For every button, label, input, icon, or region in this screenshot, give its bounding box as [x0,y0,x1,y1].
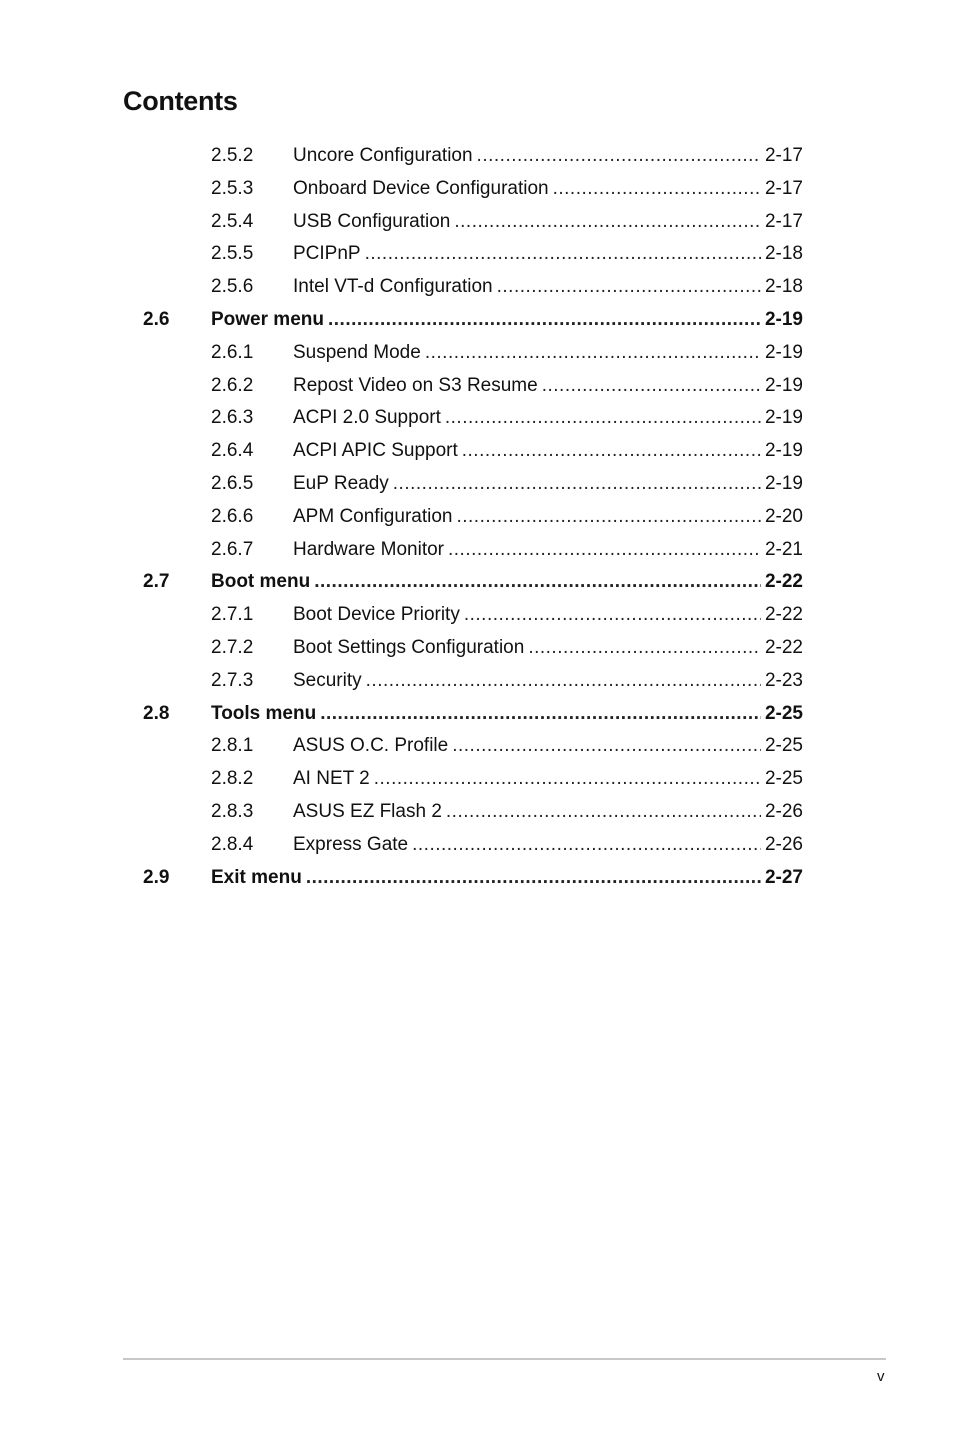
page-title: Contents [123,86,238,116]
toc-dot-leader [314,566,761,599]
toc-entry-title: Security [293,665,366,698]
toc-dot-leader [306,862,761,895]
toc-entry-body [293,829,803,862]
toc-entry-title: Boot menu [211,566,314,599]
toc-subsection-entry[interactable] [0,534,954,567]
toc-entry-page: 2-25 [761,763,803,796]
toc-entry-number: 2.6.4 [211,440,254,462]
toc-subsection-entry[interactable] [0,632,954,665]
toc-entry-page: 2-19 [761,468,803,501]
toc-entry-page: 2-19 [761,402,803,435]
toc-entry-page: 2-19 [761,370,803,403]
toc-entry-number: 2.5.4 [211,210,254,232]
toc-entry-number: 2.6.1 [211,341,254,363]
toc-entry-body [293,763,803,796]
toc-entry-page: 2-27 [761,862,803,895]
toc-entry-number: 2.5.2 [211,145,254,166]
toc-dot-leader [528,632,761,665]
toc-entry-number: 2.8.4 [211,833,254,855]
toc-entry-number: 2.6.2 [211,374,254,396]
toc-entry-number: 2.8 [143,702,170,724]
toc-dot-leader [412,829,761,862]
toc-dot-leader [445,402,761,435]
page-number: v [877,1368,885,1385]
toc-entry-title: ASUS O.C. Profile [293,730,452,763]
toc-subsection-entry[interactable] [0,173,954,206]
toc-subsection-entry[interactable] [0,829,954,862]
toc-section-entry[interactable] [0,862,954,895]
toc-entry-page: 2-22 [761,632,803,665]
toc-entry-title: APM Configuration [293,501,456,534]
toc-entry-title: Power menu [211,304,328,337]
toc-dot-leader [425,337,761,370]
toc-entry-page: 2-19 [761,337,803,370]
toc-subsection-entry[interactable] [0,763,954,796]
toc-entry-body [293,665,803,698]
toc-entry-body [293,599,803,632]
toc-entry-number: 2.7.1 [211,604,254,626]
toc-entry-title: Onboard Device Configuration [293,173,553,206]
toc-entry-page: 2-17 [761,140,803,173]
toc-dot-leader [365,238,761,271]
toc-entry-page: 2-22 [761,599,803,632]
toc-dot-leader [452,730,761,763]
toc-entry-number: 2.6 [143,308,170,330]
toc-subsection-entry[interactable] [0,665,954,698]
toc-entry-body [293,206,803,239]
table-of-contents [0,140,954,894]
toc-dot-leader [497,271,761,304]
toc-subsection-entry[interactable] [0,238,954,271]
toc-subsection-entry[interactable] [0,501,954,534]
toc-dot-leader [374,763,761,796]
toc-entry-page: 2-19 [761,304,803,337]
toc-subsection-entry[interactable] [0,599,954,632]
toc-entry-page: 2-17 [761,206,803,239]
toc-entry-body [293,271,803,304]
toc-entry-body [293,730,803,763]
toc-entry-body [293,435,803,468]
toc-entry-page: 2-26 [761,829,803,862]
toc-subsection-entry[interactable] [0,271,954,304]
toc-entry-page: 2-21 [761,534,803,567]
toc-entry-body [293,632,803,665]
toc-entry-body [293,173,803,206]
toc-dot-leader [542,370,761,403]
toc-entry-title: Repost Video on S3 Resume [293,370,542,403]
toc-dot-leader [464,599,761,632]
toc-entry-number: 2.6.3 [211,407,254,429]
toc-entry-page: 2-25 [761,698,803,731]
toc-entry-body [293,468,803,501]
toc-entry-page: 2-17 [761,173,803,206]
toc-entry-title: ACPI 2.0 Support [293,402,445,435]
toc-entry-page: 2-23 [761,665,803,698]
toc-section-entry[interactable] [0,698,954,731]
toc-entry-title: Boot Device Priority [293,599,464,632]
toc-dot-leader [477,140,761,173]
toc-entry-page: 2-18 [761,238,803,271]
footer-divider [123,1358,886,1360]
toc-entry-title: Exit menu [211,862,306,895]
toc-dot-leader [553,173,761,206]
toc-subsection-entry[interactable] [0,370,954,403]
toc-entry-body [293,140,803,173]
toc-dot-leader [366,665,761,698]
toc-entry-title: Suspend Mode [293,337,425,370]
toc-dot-leader [393,468,761,501]
toc-dot-leader [454,206,761,239]
toc-entry-number: 2.7.3 [211,669,254,691]
toc-entry-body [293,501,803,534]
toc-entry-title: Hardware Monitor [293,534,448,567]
toc-subsection-entry[interactable] [0,140,954,173]
toc-entry-number: 2.5.3 [211,177,254,199]
toc-entry-title: AI NET 2 [293,763,374,796]
toc-subsection-entry[interactable] [0,435,954,468]
toc-entry-body [293,402,803,435]
toc-entry-title: Uncore Configuration [293,140,477,173]
toc-entry-number: 2.6.7 [211,538,254,560]
toc-dot-leader [446,796,761,829]
toc-entry-number: 2.7.2 [211,636,254,658]
toc-entry-title: Tools menu [211,698,320,731]
toc-entry-title: Intel VT-d Configuration [293,271,497,304]
toc-entry-body [293,370,803,403]
toc-subsection-entry[interactable] [0,337,954,370]
toc-entry-number: 2.7 [143,571,170,593]
toc-entry-number: 2.6.6 [211,505,254,527]
toc-entry-title: Express Gate [293,829,412,862]
toc-section-entry[interactable] [0,566,954,599]
toc-subsection-entry[interactable] [0,730,954,763]
toc-dot-leader [456,501,761,534]
toc-entry-body [211,698,803,731]
toc-entry-body [211,862,803,895]
toc-entry-page: 2-26 [761,796,803,829]
toc-subsection-entry[interactable] [0,206,954,239]
toc-entry-title: Boot Settings Configuration [293,632,528,665]
toc-dot-leader [462,435,761,468]
toc-section-entry[interactable] [0,304,954,337]
toc-entry-title: PCIPnP [293,238,365,271]
toc-entry-number: 2.9 [143,866,170,888]
toc-entry-body [293,796,803,829]
toc-entry-page: 2-19 [761,435,803,468]
toc-dot-leader [328,304,761,337]
toc-entry-number: 2.6.5 [211,472,254,494]
toc-entry-title: ACPI APIC Support [293,435,462,468]
toc-entry-body [293,534,803,567]
toc-entry-body [293,238,803,271]
toc-entry-body [211,566,803,599]
toc-entry-title: USB Configuration [293,206,454,239]
toc-entry-page: 2-25 [761,730,803,763]
toc-entry-page: 2-18 [761,271,803,304]
toc-entry-number: 2.5.5 [211,243,254,265]
toc-entry-number: 2.8.2 [211,768,254,790]
toc-subsection-entry[interactable] [0,468,954,501]
toc-dot-leader [320,698,761,731]
toc-entry-body [293,337,803,370]
toc-entry-page: 2-20 [761,501,803,534]
toc-dot-leader [448,534,761,567]
toc-entry-body [211,304,803,337]
toc-entry-number: 2.5.6 [211,276,254,298]
toc-entry-title: EuP Ready [293,468,393,501]
toc-subsection-entry[interactable] [0,402,954,435]
toc-subsection-entry[interactable] [0,796,954,829]
toc-entry-page: 2-22 [761,566,803,599]
toc-entry-title: ASUS EZ Flash 2 [293,796,446,829]
toc-entry-number: 2.8.3 [211,800,254,822]
toc-entry-number: 2.8.1 [211,735,254,757]
